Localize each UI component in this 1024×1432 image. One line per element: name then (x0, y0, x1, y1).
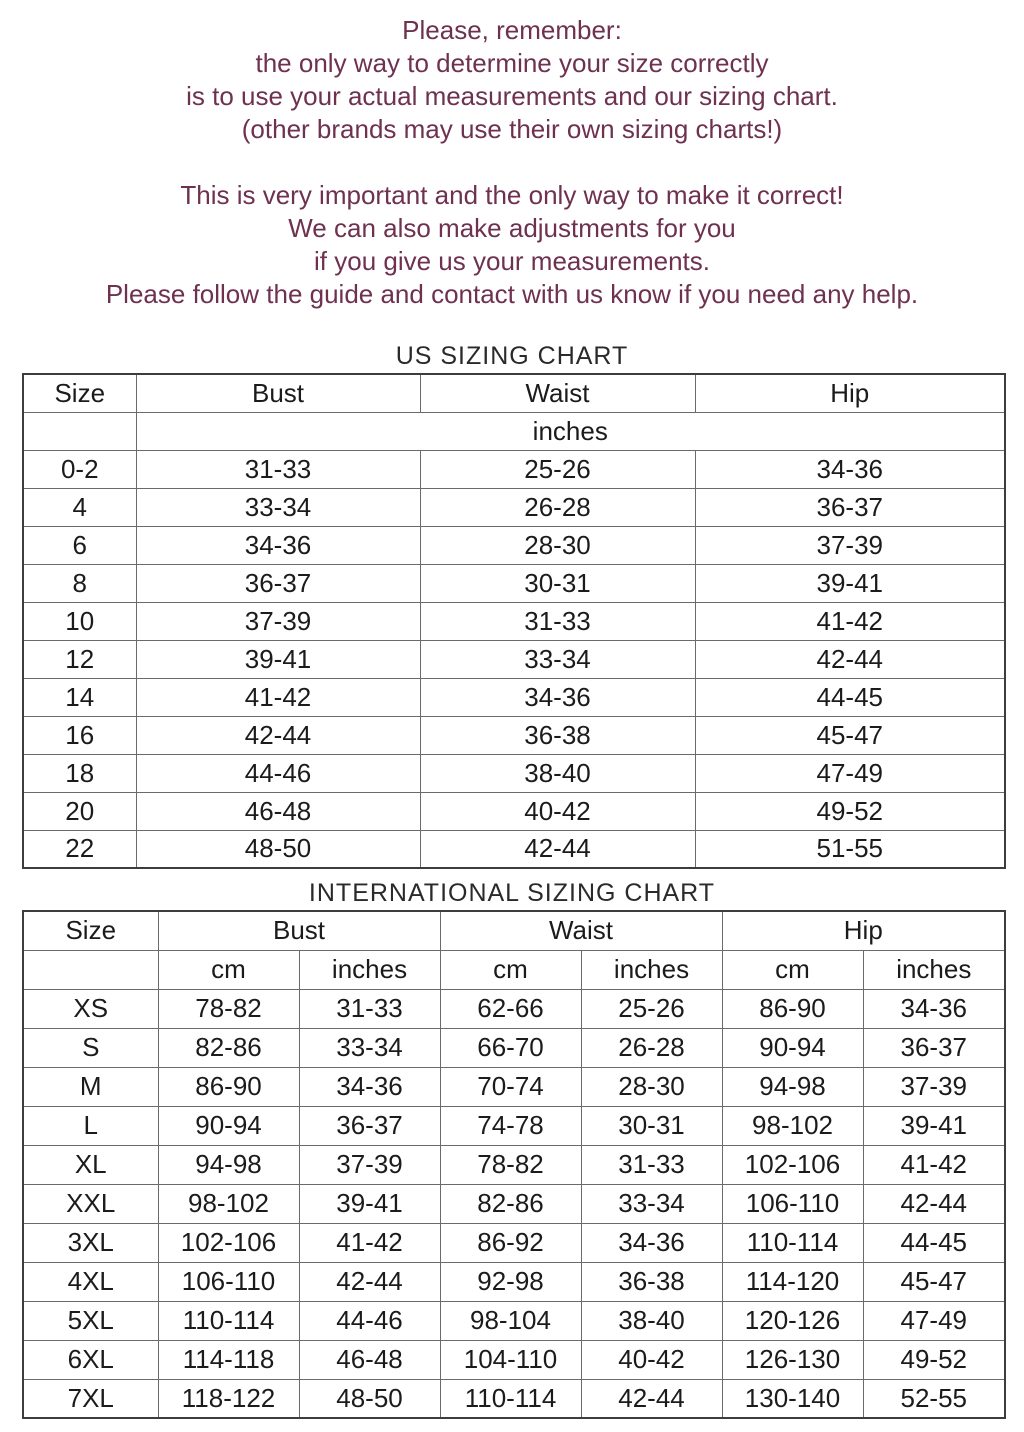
size-cell: 7XL (23, 1379, 158, 1418)
measurement-cell: 90-94 (722, 1028, 863, 1067)
intro-line: is to use your actual measurements and our sizing chart. (186, 81, 838, 111)
column-header-hip: Hip (722, 911, 1005, 950)
table-row (23, 1028, 1005, 1067)
measurement-cell: 42-44 (420, 830, 695, 868)
size-cell: 18 (23, 754, 136, 792)
measurement-cell: 45-47 (695, 716, 1005, 754)
measurement-cell: 37-39 (299, 1145, 440, 1184)
measurement-cell: 82-86 (440, 1184, 581, 1223)
table-row (23, 640, 1005, 678)
measurement-cell: 42-44 (695, 640, 1005, 678)
measurement-cell: 26-28 (420, 488, 695, 526)
unit-label-waist-inches: inches (581, 950, 722, 989)
measurement-cell: 34-36 (695, 450, 1005, 488)
table-row (23, 1301, 1005, 1340)
measurement-cell: 98-104 (440, 1301, 581, 1340)
size-cell: XL (23, 1145, 158, 1184)
size-cell: 3XL (23, 1223, 158, 1262)
measurement-cell: 36-37 (299, 1106, 440, 1145)
measurement-cell: 86-92 (440, 1223, 581, 1262)
measurement-cell: 34-36 (299, 1067, 440, 1106)
table-row (23, 450, 1005, 488)
column-header-size: Size (23, 374, 136, 412)
intro-text-block (0, 0, 1024, 311)
measurement-cell: 44-45 (863, 1223, 1005, 1262)
measurement-cell: 106-110 (722, 1184, 863, 1223)
measurement-cell: 31-33 (299, 989, 440, 1028)
intro-line: This is very important and the only way to make it correct! (180, 180, 844, 210)
size-cell: 8 (23, 564, 136, 602)
size-cell: 4XL (23, 1262, 158, 1301)
size-cell: 20 (23, 792, 136, 830)
table-row (23, 1340, 1005, 1379)
measurement-cell: 94-98 (158, 1145, 299, 1184)
measurement-cell: 114-120 (722, 1262, 863, 1301)
measurement-cell: 86-90 (722, 989, 863, 1028)
measurement-cell: 47-49 (863, 1301, 1005, 1340)
us-chart-title: US SIZING CHART (395, 342, 629, 370)
measurement-cell: 44-45 (695, 678, 1005, 716)
measurement-cell: 114-118 (158, 1340, 299, 1379)
table-row (23, 678, 1005, 716)
measurement-cell: 25-26 (420, 450, 695, 488)
empty-cell (23, 950, 158, 989)
measurement-cell: 30-31 (581, 1106, 722, 1145)
table-row (23, 1145, 1005, 1184)
size-cell: S (23, 1028, 158, 1067)
measurement-cell: 33-34 (420, 640, 695, 678)
table-row (23, 526, 1005, 564)
intro-line: We can also make adjustments for you (288, 213, 736, 243)
measurement-cell: 38-40 (581, 1301, 722, 1340)
size-cell: 10 (23, 602, 136, 640)
table-row (23, 1067, 1005, 1106)
measurement-cell: 34-36 (581, 1223, 722, 1262)
measurement-cell: 48-50 (299, 1379, 440, 1418)
size-cell: 5XL (23, 1301, 158, 1340)
measurement-cell: 26-28 (581, 1028, 722, 1067)
measurement-cell: 110-114 (722, 1223, 863, 1262)
measurement-cell: 102-106 (722, 1145, 863, 1184)
intro-line: Please follow the guide and contact with us know if you need any help. (105, 279, 919, 309)
measurement-cell: 46-48 (136, 792, 420, 830)
table-row (23, 989, 1005, 1028)
measurement-cell: 41-42 (695, 602, 1005, 640)
measurement-cell: 47-49 (695, 754, 1005, 792)
measurement-cell: 39-41 (695, 564, 1005, 602)
measurement-cell: 78-82 (158, 989, 299, 1028)
measurement-cell: 38-40 (420, 754, 695, 792)
measurement-cell: 33-34 (581, 1184, 722, 1223)
measurement-cell: 39-41 (299, 1184, 440, 1223)
measurement-cell: 44-46 (299, 1301, 440, 1340)
measurement-cell: 36-38 (581, 1262, 722, 1301)
measurement-cell: 44-46 (136, 754, 420, 792)
measurement-cell: 78-82 (440, 1145, 581, 1184)
size-cell: 0-2 (23, 450, 136, 488)
measurement-cell: 39-41 (863, 1106, 1005, 1145)
measurement-cell: 118-122 (158, 1379, 299, 1418)
measurement-cell: 110-114 (158, 1301, 299, 1340)
column-header-waist: Waist (420, 374, 695, 412)
size-cell: 12 (23, 640, 136, 678)
size-cell: M (23, 1067, 158, 1106)
unit-label-bust-inches: inches (299, 950, 440, 989)
measurement-cell: 74-78 (440, 1106, 581, 1145)
size-cell: 6XL (23, 1340, 158, 1379)
table-row (23, 1184, 1005, 1223)
measurement-cell: 34-36 (420, 678, 695, 716)
size-cell: 22 (23, 830, 136, 868)
measurement-cell: 86-90 (158, 1067, 299, 1106)
measurement-cell: 49-52 (695, 792, 1005, 830)
intl-chart-title: INTERNATIONAL SIZING CHART (308, 879, 716, 907)
measurement-cell: 94-98 (722, 1067, 863, 1106)
measurement-cell: 36-38 (420, 716, 695, 754)
measurement-cell: 42-44 (136, 716, 420, 754)
measurement-cell: 36-37 (136, 564, 420, 602)
measurement-cell: 25-26 (581, 989, 722, 1028)
header-row (23, 911, 1005, 950)
measurement-cell: 120-126 (722, 1301, 863, 1340)
size-cell: 6 (23, 526, 136, 564)
measurement-cell: 42-44 (299, 1262, 440, 1301)
table-row (23, 792, 1005, 830)
measurement-cell: 92-98 (440, 1262, 581, 1301)
measurement-cell: 40-42 (420, 792, 695, 830)
size-cell: 14 (23, 678, 136, 716)
column-header-bust: Bust (158, 911, 440, 950)
measurement-cell: 98-102 (722, 1106, 863, 1145)
measurement-cell: 41-42 (863, 1145, 1005, 1184)
measurement-cell: 41-42 (136, 678, 420, 716)
table-row (23, 1106, 1005, 1145)
empty-cell (23, 412, 136, 450)
measurement-cell: 66-70 (440, 1028, 581, 1067)
measurement-cell: 40-42 (581, 1340, 722, 1379)
measurement-cell: 31-33 (136, 450, 420, 488)
measurement-cell: 104-110 (440, 1340, 581, 1379)
intro-line: if you give us your measurements. (314, 246, 710, 276)
measurement-cell: 37-39 (863, 1067, 1005, 1106)
intro-line: Please, remember: (402, 15, 622, 45)
column-header-size: Size (23, 911, 158, 950)
measurement-cell: 31-33 (420, 602, 695, 640)
measurement-cell: 28-30 (420, 526, 695, 564)
measurement-cell: 42-44 (863, 1184, 1005, 1223)
unit-label-bust-cm: cm (158, 950, 299, 989)
measurement-cell: 42-44 (581, 1379, 722, 1418)
measurement-cell: 102-106 (158, 1223, 299, 1262)
measurement-cell: 126-130 (722, 1340, 863, 1379)
measurement-cell: 46-48 (299, 1340, 440, 1379)
us-sizing-table (22, 373, 1006, 869)
measurement-cell: 31-33 (581, 1145, 722, 1184)
measurement-cell: 51-55 (695, 830, 1005, 868)
unit-label-hip-cm: cm (722, 950, 863, 989)
column-header-waist: Waist (440, 911, 722, 950)
table-row (23, 1262, 1005, 1301)
unit-row (23, 412, 1005, 450)
size-cell: 16 (23, 716, 136, 754)
measurement-cell: 30-31 (420, 564, 695, 602)
measurement-cell: 130-140 (722, 1379, 863, 1418)
table-row (23, 488, 1005, 526)
measurement-cell: 36-37 (863, 1028, 1005, 1067)
header-row (23, 374, 1005, 412)
column-header-bust: Bust (136, 374, 420, 412)
table-row (23, 602, 1005, 640)
measurement-cell: 33-34 (299, 1028, 440, 1067)
measurement-cell: 98-102 (158, 1184, 299, 1223)
measurement-cell: 62-66 (440, 989, 581, 1028)
size-cell: L (23, 1106, 158, 1145)
intro-line: (other brands may use their own sizing charts!) (241, 114, 783, 144)
measurement-cell: 34-36 (136, 526, 420, 564)
size-cell: XXL (23, 1184, 158, 1223)
unit-label-waist-cm: cm (440, 950, 581, 989)
measurement-cell: 110-114 (440, 1379, 581, 1418)
international-sizing-table (22, 910, 1006, 1419)
size-cell: XS (23, 989, 158, 1028)
table-row (23, 754, 1005, 792)
measurement-cell: 45-47 (863, 1262, 1005, 1301)
table-row (23, 830, 1005, 868)
table-row (23, 1379, 1005, 1418)
measurement-cell: 48-50 (136, 830, 420, 868)
measurement-cell: 52-55 (863, 1379, 1005, 1418)
column-header-hip: Hip (695, 374, 1005, 412)
intro-paragraph (0, 14, 1024, 146)
measurement-cell: 41-42 (299, 1223, 440, 1262)
table-row (23, 564, 1005, 602)
unit-label: inches (136, 412, 1005, 450)
measurement-cell: 34-36 (863, 989, 1005, 1028)
measurement-cell: 70-74 (440, 1067, 581, 1106)
table-row (23, 1223, 1005, 1262)
unit-label-hip-inches: inches (863, 950, 1005, 989)
measurement-cell: 49-52 (863, 1340, 1005, 1379)
table-row (23, 716, 1005, 754)
unit-row (23, 950, 1005, 989)
measurement-cell: 82-86 (158, 1028, 299, 1067)
intro-line: the only way to determine your size correctly (255, 48, 769, 78)
measurement-cell: 36-37 (695, 488, 1005, 526)
intro-paragraph (0, 179, 1024, 311)
measurement-cell: 28-30 (581, 1067, 722, 1106)
size-cell: 4 (23, 488, 136, 526)
measurement-cell: 37-39 (695, 526, 1005, 564)
measurement-cell: 39-41 (136, 640, 420, 678)
measurement-cell: 90-94 (158, 1106, 299, 1145)
measurement-cell: 106-110 (158, 1262, 299, 1301)
measurement-cell: 33-34 (136, 488, 420, 526)
measurement-cell: 37-39 (136, 602, 420, 640)
